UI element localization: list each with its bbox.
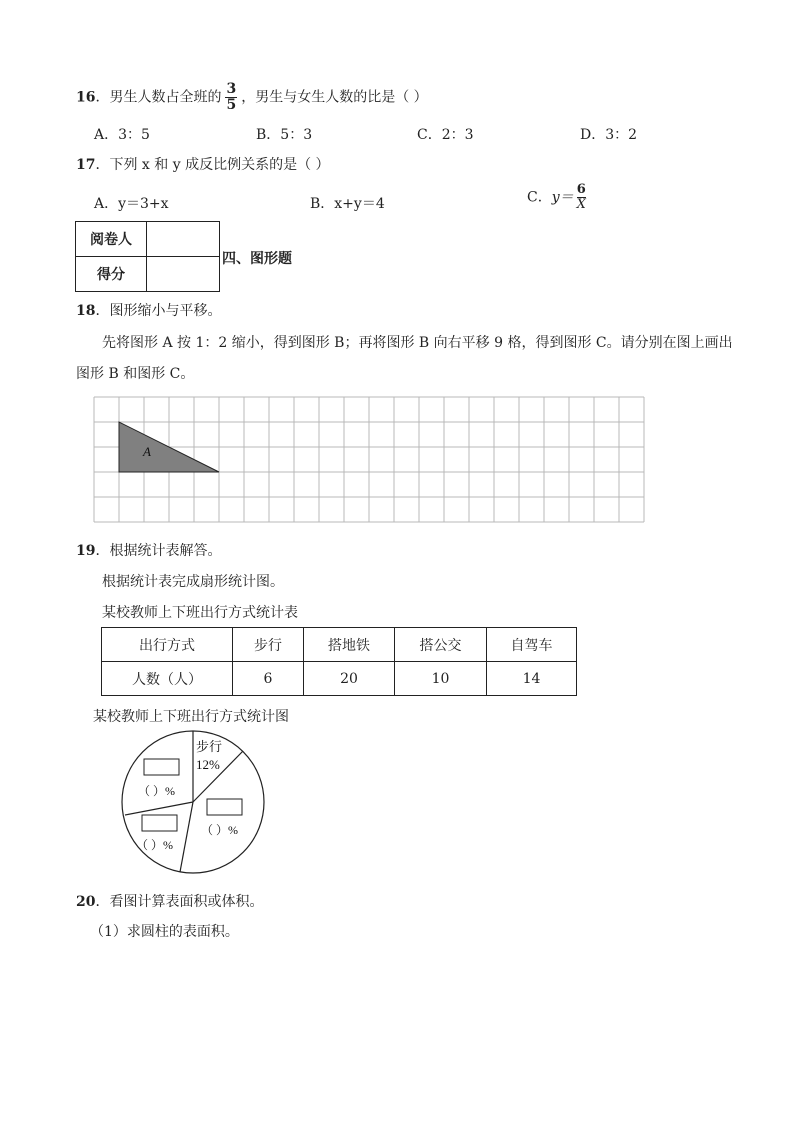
q17-option-c-denominator: X — [576, 197, 586, 212]
q17-dot: ． — [95, 157, 110, 173]
score-table-score-cell[interactable] — [147, 257, 220, 292]
pie-blank-label-3: （ ）% — [136, 838, 173, 852]
pie-blank-label-2: （ ）% — [201, 823, 238, 837]
q20-sub1: （1）求圆柱的表面积。 — [90, 924, 239, 940]
q18-body-line1: 先将图形 A 按 1：2 缩小，得到图形 B；再将图形 B 向右平移 9 格，得到图形 C。请分别在图上画出 — [102, 335, 733, 351]
q17-text: 下列 x 和 y 成反比例关系的是（ ） — [109, 157, 330, 173]
score-table-score-label: 得分 — [76, 257, 147, 292]
q17-option-c-var: y＝ — [551, 189, 574, 206]
stat-table-header-subway: 搭地铁 — [304, 628, 395, 662]
stat-table-header-bus: 搭公交 — [395, 628, 487, 662]
q16-dot: ． — [95, 89, 110, 106]
stat-table-count-row — [102, 662, 577, 696]
q16-fraction-denominator: 5 — [226, 97, 237, 113]
q16-fraction — [225, 82, 237, 113]
q16-text-before: 男生人数占全班的 — [109, 89, 222, 106]
q17-option-a[interactable]: A．y＝3+x — [94, 196, 169, 212]
q16-fraction-numerator: 3 — [226, 81, 237, 97]
score-table-grader-label: 阅卷人 — [76, 222, 147, 257]
pie-answer-box-2[interactable] — [207, 799, 242, 815]
q19-table-title: 某校教师上下班出行方式统计表 — [102, 605, 298, 621]
q17-stem — [76, 154, 330, 174]
pie-answer-box-3[interactable] — [142, 815, 177, 831]
stat-table-row-label: 人数（人） — [102, 662, 233, 696]
q19-number: 19 — [76, 543, 96, 559]
q18-dot: ． — [95, 303, 110, 319]
q16-text-after: ，男生与女生人数的比是（ ） — [241, 89, 428, 106]
q19-stem — [76, 540, 221, 560]
pie-label-walk: 步行 — [196, 739, 223, 754]
stat-table-value-bus: 10 — [395, 662, 487, 696]
q19-title: 根据统计表解答。 — [109, 543, 222, 559]
q18-stem — [76, 300, 221, 320]
q20-number: 20 — [76, 894, 96, 910]
q19-pie-chart[interactable] — [118, 729, 268, 875]
q18-title: 图形缩小与平移。 — [109, 303, 222, 319]
q19-pie-title: 某校教师上下班出行方式统计图 — [93, 709, 289, 725]
pie-answer-box-1[interactable] — [144, 759, 179, 775]
q17-option-c-fraction — [577, 183, 586, 212]
q16-option-a[interactable]: A．3：5 — [94, 127, 150, 143]
q16-number: 16 — [76, 89, 96, 106]
pie-label-walk-pct: 12% — [196, 757, 220, 772]
q18-body-line2: 图形 B 和图形 C。 — [76, 366, 195, 382]
q16-option-c[interactable]: C．2：3 — [417, 127, 474, 143]
q17-number: 17 — [76, 157, 96, 173]
score-table-grader-cell[interactable] — [147, 222, 220, 257]
q18-number: 18 — [76, 303, 96, 319]
q19-dot: ． — [95, 543, 110, 559]
stat-table-value-walk: 6 — [233, 662, 304, 696]
q16-option-b[interactable]: B．5：3 — [256, 127, 313, 143]
pie-blank-label-1: （ ）% — [138, 784, 175, 798]
q17-option-c[interactable] — [527, 183, 586, 212]
q20-stem — [76, 891, 263, 911]
q17-option-c-numerator: 6 — [576, 182, 586, 197]
q19-instruction: 根据统计表完成扇形统计图。 — [102, 574, 284, 590]
stat-table-value-subway: 20 — [304, 662, 395, 696]
section-title: 四、图形题 — [222, 251, 292, 267]
score-table — [75, 221, 220, 292]
shape-a-label: A — [143, 444, 151, 459]
stat-table-value-car: 14 — [487, 662, 577, 696]
q20-dot: ． — [95, 894, 110, 910]
q17-option-b[interactable]: B．x+y＝4 — [310, 196, 385, 212]
stat-table-header-row — [102, 628, 577, 662]
q20-title: 看图计算表面积或体积。 — [109, 894, 264, 910]
q19-stat-table — [101, 627, 577, 696]
stat-table-header-walk: 步行 — [233, 628, 304, 662]
q18-grid[interactable] — [93, 396, 645, 523]
stat-table-header-mode: 出行方式 — [102, 628, 233, 662]
stat-table-header-car: 自驾车 — [487, 628, 577, 662]
q16-option-d[interactable]: D．3：2 — [580, 127, 638, 143]
q16-stem — [76, 82, 428, 113]
q17-option-c-prefix: C． — [527, 189, 552, 206]
